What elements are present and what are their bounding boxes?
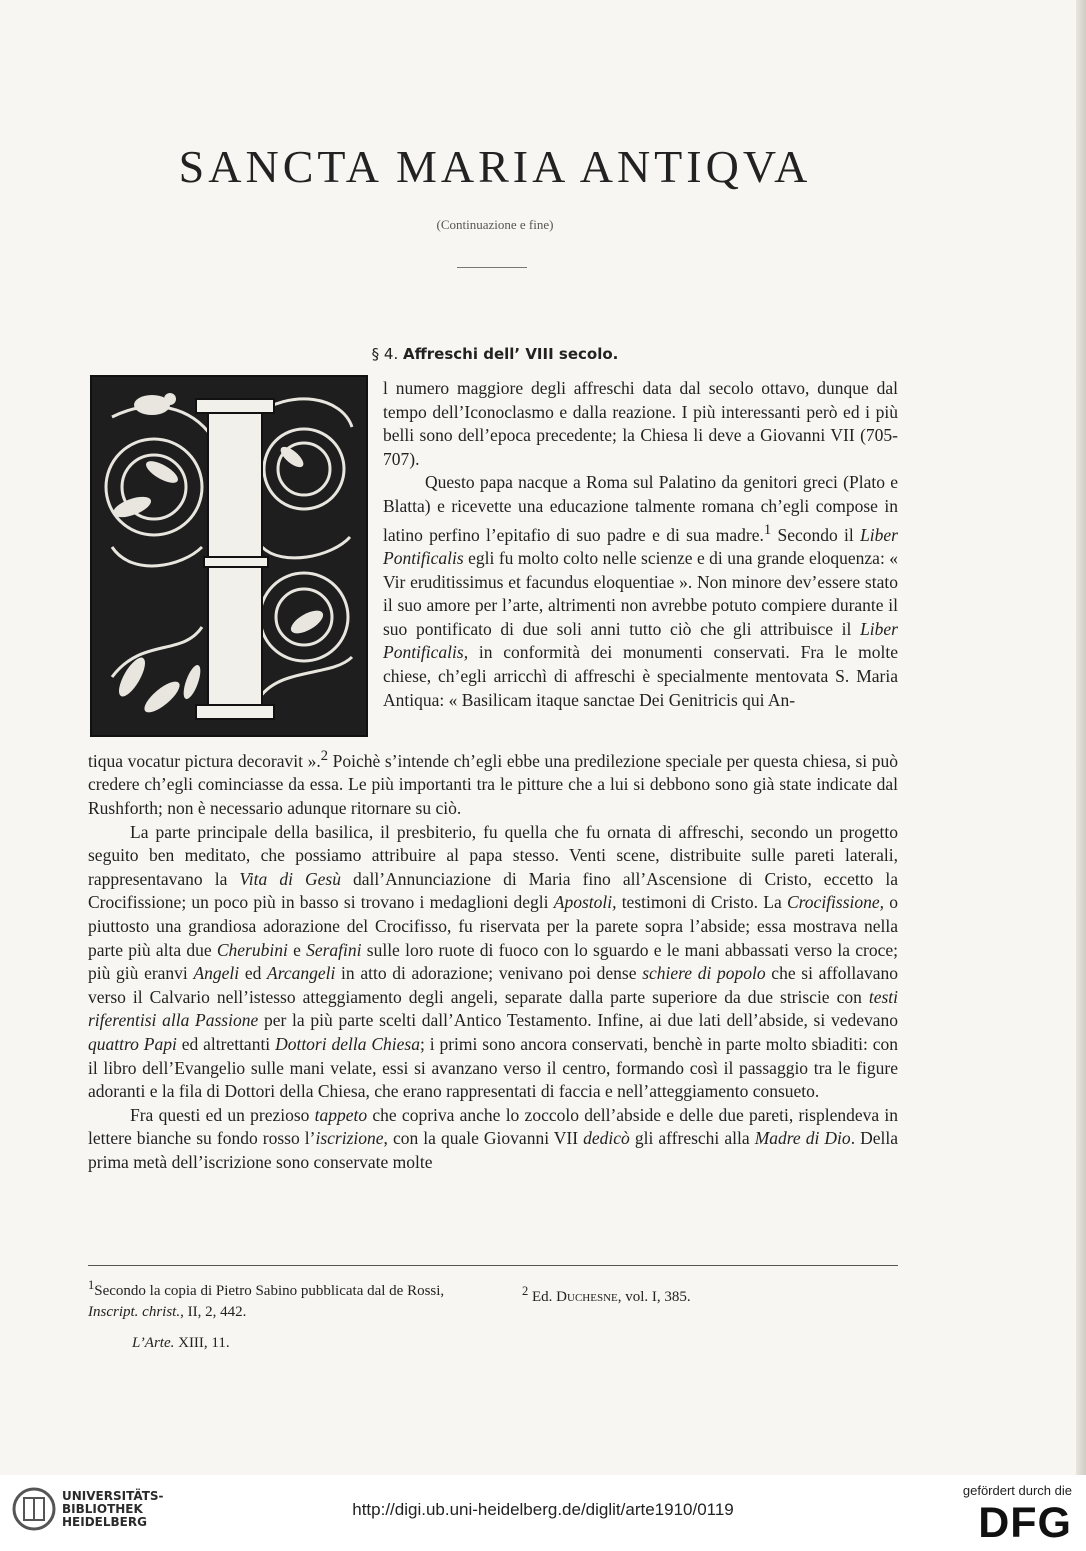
footnote-1 bbox=[88, 1275, 498, 1323]
italic-term: Madre di Dio bbox=[754, 1128, 851, 1149]
text-run: o piuttosto una grandiosa adorazione del Crocifisso, fu riservata per la parete sopra l’abside; essa mostrava nella parte più alta due bbox=[88, 892, 899, 960]
library-line-1: UNIVERSITÄTS- bbox=[62, 1489, 164, 1503]
text-run: Poichè s’intende ch’egli ebbe una predilezione speciale per questa chiesa, si può credere ch’egli cominciasse da essa. Le più importanti tra le pitture che a lui si debbono sono già state indicate dal Rushforth; non è necessario adunque ritornare su ciò. bbox=[88, 750, 899, 819]
signature-number: XIII, 11. bbox=[174, 1335, 230, 1351]
text-run: egli fu molto colto nelle scienze e di una grande eloquenza: « Vir eruditissimus et facundus eloquentiae ». Non minore dev’essere stato il suo amore per l’arte, altrimenti non avrebbe potuto compiere durante il suo pontificato di due soli anni tutto ciò che gli attribuisce il bbox=[383, 547, 898, 639]
italic-term: iscrizione bbox=[315, 1128, 384, 1149]
text-run: ed bbox=[239, 963, 268, 984]
paragraph-1: l numero maggiore degli affreschi data dal secolo ottavo, dunque dal tempo dell’Iconoclasmo e dalla reazione. I più interessanti però ed i più belli sono dell’epoca precedente; la Chiesa li deve a Giovanni VII (705-707). bbox=[383, 378, 898, 469]
author-name: Duchesne bbox=[556, 1289, 618, 1305]
italic-term: tappeto bbox=[314, 1104, 368, 1125]
text-run: gli affreschi alla bbox=[629, 1128, 755, 1149]
text-run: , vol. I, 385. bbox=[617, 1289, 691, 1305]
text-run: ; i primi sono ancora conservati, benchè in parte molto sbiaditi: con il libro dell’Evangelio sulle mani velate, essi si avanzano verso il centro, formando così il passaggio tra le figure adoranti e la fila di Dottori della Chiesa, che erano rappresentati di faccia e nell’atteggiamento consueto. bbox=[88, 1033, 898, 1102]
paragraph-2-start bbox=[383, 471, 898, 712]
footnote-divider bbox=[88, 1265, 898, 1266]
decorated-initial-icon bbox=[90, 375, 368, 737]
italic-term: Crocifissione, bbox=[786, 892, 885, 913]
text-run: Secondo la copia di Pietro Sabino pubblicata dal de Rossi, bbox=[94, 1283, 445, 1299]
text-run: che si affollavano verso il Calvario nell’istesso atteggiamento degli angeli, separate dalla parte superiore da due striscie con bbox=[88, 963, 898, 1007]
body-column-full bbox=[88, 745, 898, 1175]
text-run: La parte principale della basilica, il presbiterio, fu quella che fu ornata di affreschi, secondo un progetto seguito ben meditato, che possiamo attribuire al papa stesso. Venti scene, distribuite sulle pareti laterali, rappresentavano la bbox=[88, 821, 898, 889]
article-title: SANCTA MARIA ANTIQVA bbox=[178, 141, 812, 192]
text-run: Ed. bbox=[528, 1289, 557, 1305]
paragraph-4 bbox=[88, 1104, 898, 1175]
text-run: e bbox=[287, 939, 307, 960]
paragraph-3 bbox=[88, 821, 898, 1104]
italic-term: Serafini bbox=[306, 939, 362, 960]
footnote-2 bbox=[522, 1281, 902, 1308]
library-line-2: BIBLIOTHEK bbox=[62, 1502, 143, 1516]
text-run: per la più parte scelti dall’Antico Testamento. Infine, ai due lati dell’abside, si vedevano bbox=[258, 1010, 898, 1031]
article-subtitle: (Continuazione e fine) bbox=[436, 217, 554, 232]
italic-term: Cherubini bbox=[216, 939, 288, 960]
paragraph-2-end bbox=[88, 745, 898, 821]
italic-title: Inscript. christ. bbox=[88, 1304, 181, 1320]
funded-by-label: gefördert durch die bbox=[962, 1483, 1072, 1498]
text-run: Fra questi ed un prezioso bbox=[130, 1104, 315, 1125]
italic-term: testi riferentisi alla Passione bbox=[88, 986, 898, 1031]
text-run: Questo papa nacque a Roma sul Palatino da genitori greci (Plato e Blatta) e ricevette una educazione talmente romana ch’egli compose in latino perfino l’epitafio di suo padre e di sua madre. bbox=[383, 472, 898, 545]
footnote-mark: 1 bbox=[88, 1278, 95, 1292]
italic-term: Dottori della Chiesa bbox=[275, 1033, 420, 1054]
text-run: , II, 2, 442. bbox=[180, 1304, 247, 1320]
dfg-logo[interactable]: DFG bbox=[978, 1499, 1072, 1547]
text-run: Secondo il bbox=[771, 524, 861, 545]
text-run: . Della prima metà dell’iscrizione sono conservate molte bbox=[88, 1128, 899, 1172]
initial-ornament bbox=[92, 377, 366, 735]
section-number: § 4. bbox=[371, 345, 399, 363]
body-column-beside-initial bbox=[383, 377, 898, 712]
section-title: Affreschi dell’ VIII secolo. bbox=[403, 345, 619, 363]
italic-term: schiere di popolo bbox=[642, 963, 766, 984]
italic-term: Vita di Gesù bbox=[239, 868, 341, 889]
italic-term: Angeli bbox=[193, 963, 240, 984]
text-run: , con la quale Giovanni VII bbox=[383, 1128, 584, 1149]
text-run: in atto di adorazione; venivano poi dense bbox=[335, 963, 643, 984]
footnote-ref-1[interactable]: 1 bbox=[763, 521, 772, 538]
italic-term: Apostoli, bbox=[553, 892, 617, 913]
page-edge bbox=[1076, 0, 1086, 1475]
text-run: ed altrettanti bbox=[176, 1033, 276, 1054]
italic-title: Liber Pontificalis, bbox=[383, 618, 898, 663]
text-run: dall’Annunciazione di Maria fino all’Ascensione di Cristo, eccetto la Crocifissione; un poco più in basso si trovano i medaglioni degli bbox=[88, 868, 898, 913]
italic-title: Liber Pontificalis bbox=[383, 524, 898, 568]
permalink-url[interactable]: http://digi.ub.uni-heidelberg.de/diglit/arte1910/0119 bbox=[352, 1500, 734, 1519]
italic-term: dedicò bbox=[583, 1128, 630, 1149]
italic-term: quattro Papi bbox=[88, 1033, 177, 1054]
footnote-ref-2[interactable]: 2 bbox=[320, 748, 329, 764]
text-run: sulle loro ruote di fuoco con lo sguardo e le mani abbassati verso la croce; più giù eranvi bbox=[88, 939, 898, 984]
text-run: tiqua vocatur pictura decoravit ». bbox=[88, 750, 321, 771]
text-run: in conformità dei monumenti conservati. Fra le molte chiese, ch’egli arricchì di affreschi è specialmente mentovata S. Maria Antiqua: « Basilicam itaque sanctae Dei Genitricis qui An- bbox=[383, 642, 898, 710]
text-run: che copriva anche lo zoccolo dell’abside e delle due pareti, risplendeva in lettere bianche su fondo rosso l’ bbox=[88, 1104, 898, 1149]
text-run: testimoni di Cristo. La bbox=[616, 892, 787, 913]
page-signature bbox=[132, 1335, 230, 1352]
footnote-mark: 2 bbox=[522, 1284, 529, 1298]
library-line-3: HEIDELBERG bbox=[62, 1515, 147, 1529]
section-heading bbox=[0, 345, 990, 363]
title-divider bbox=[457, 267, 527, 268]
italic-term: Arcangeli bbox=[267, 963, 336, 984]
journal-name: L’Arte. bbox=[132, 1335, 175, 1351]
